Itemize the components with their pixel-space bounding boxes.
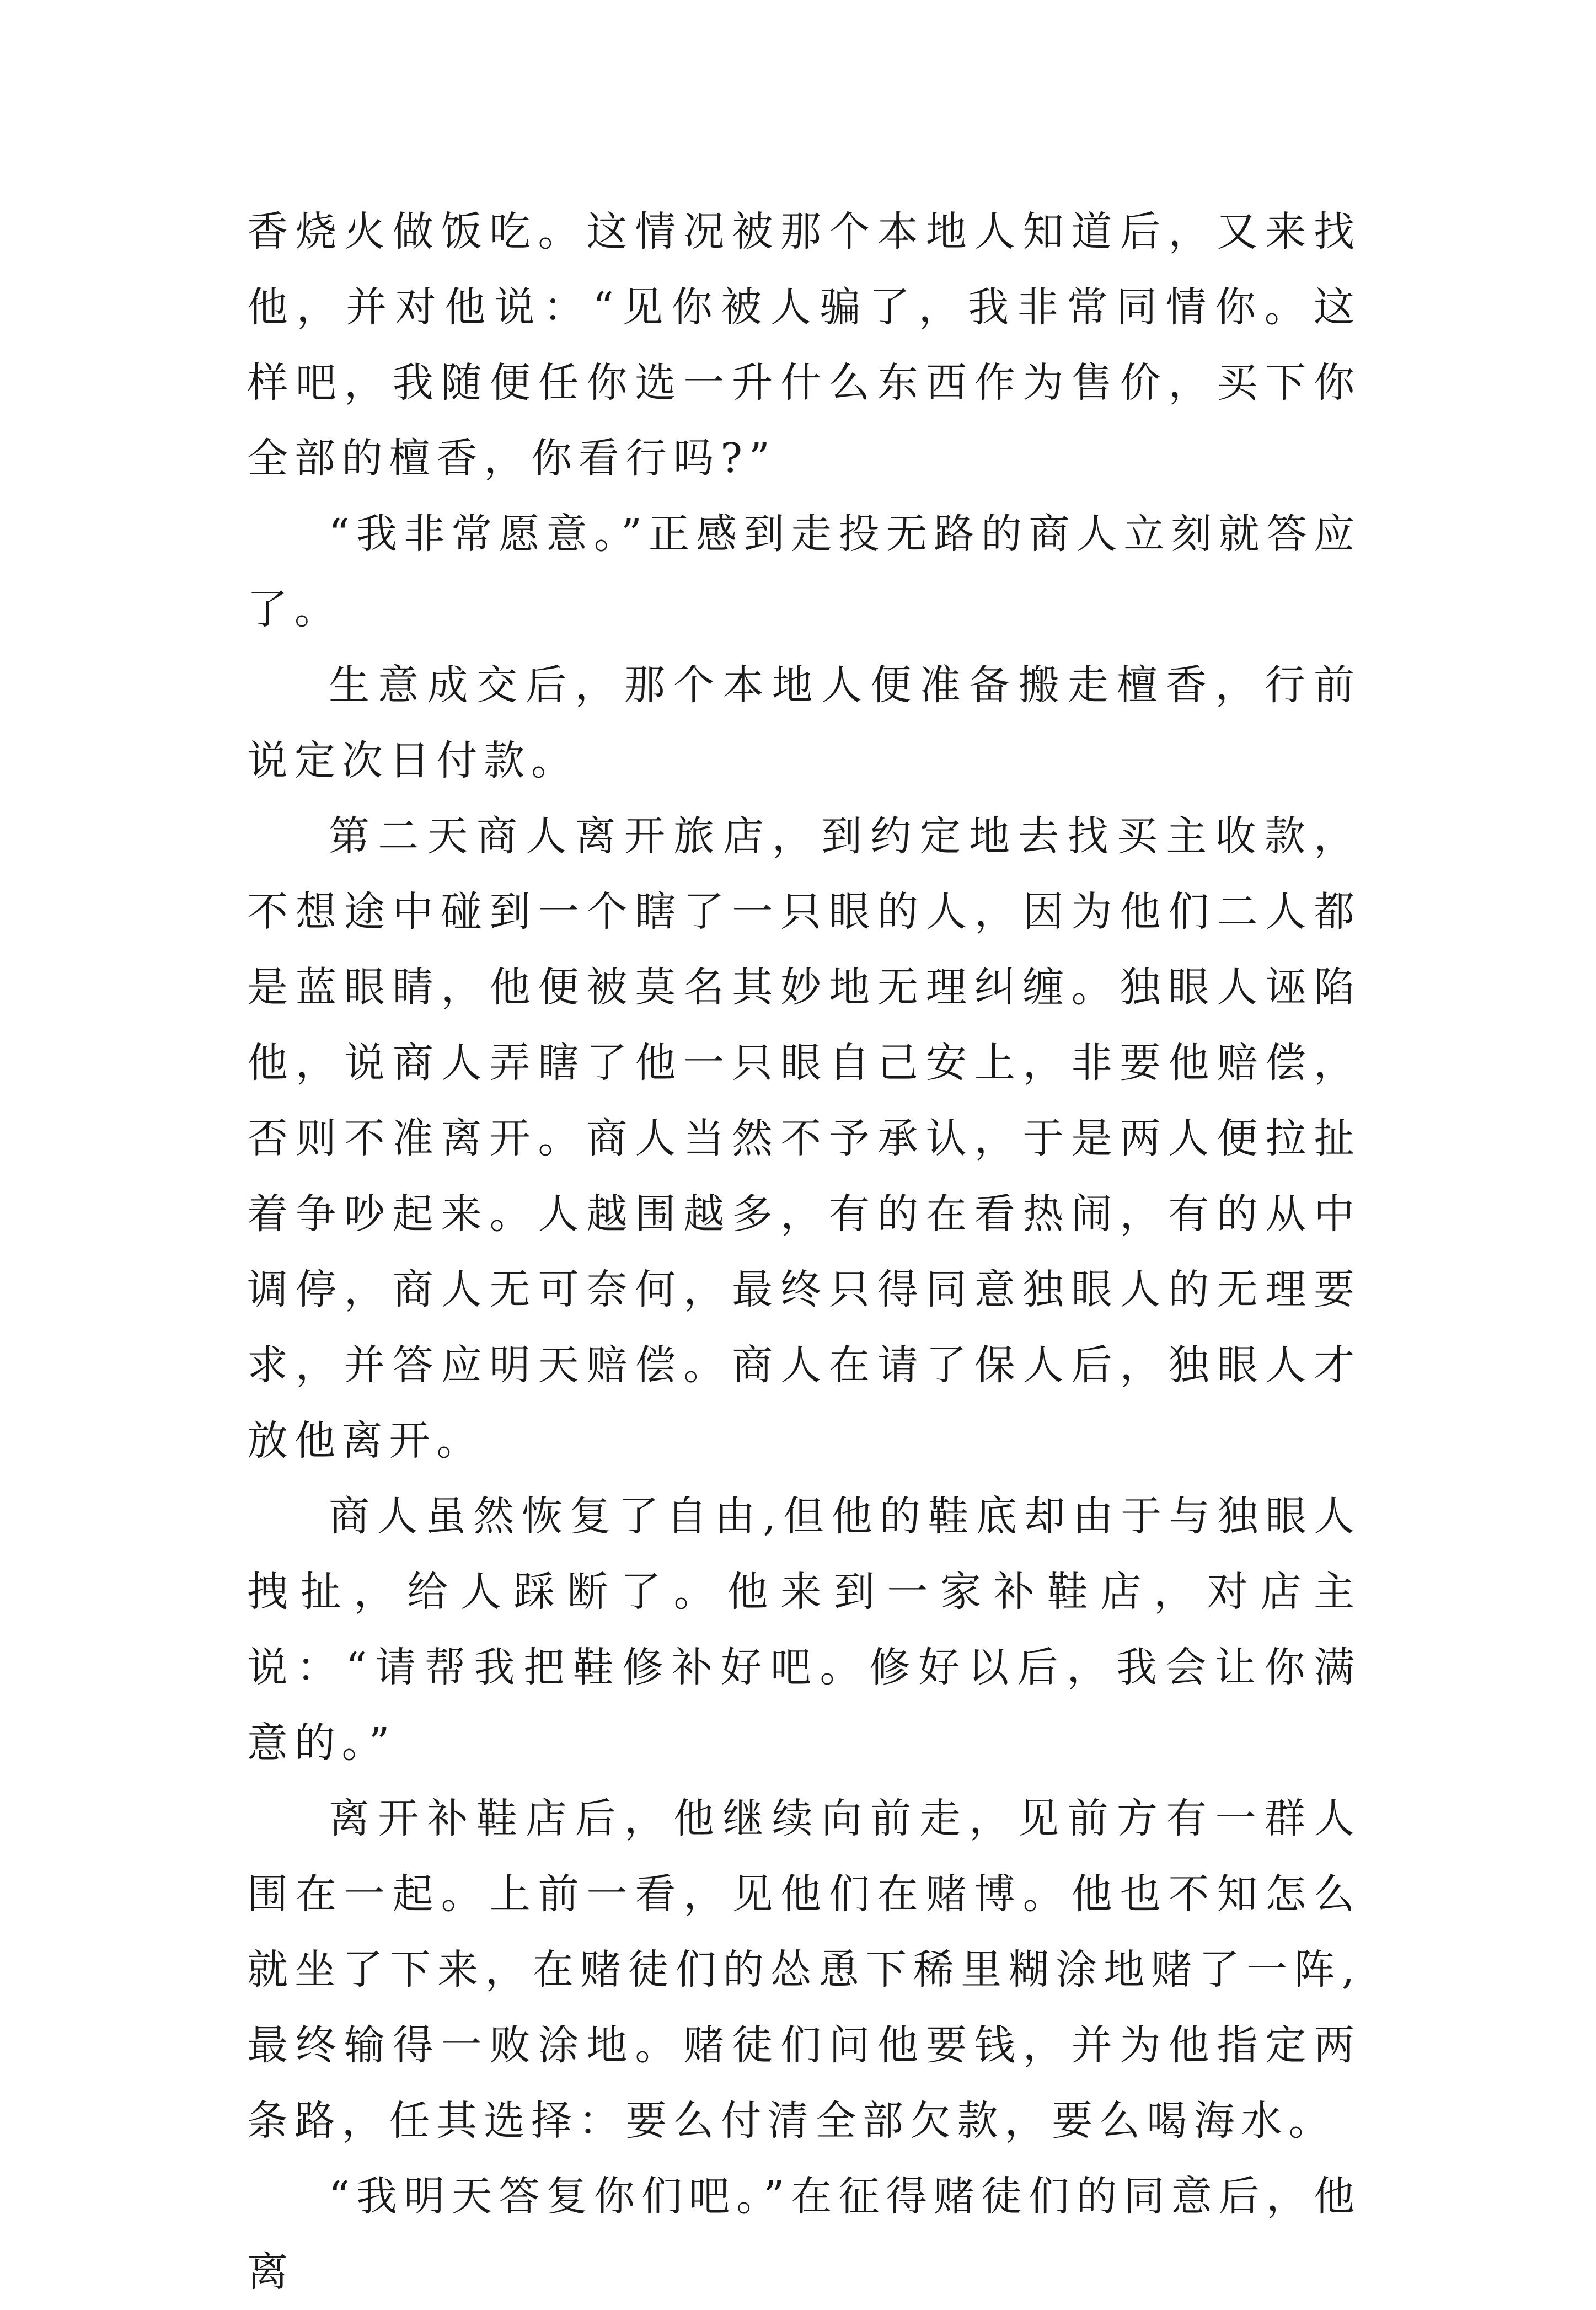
paragraph-6: 离开补鞋店后，他继续向前走，见前方有一群人围在一起。上前一看，见他们在赌博。他也不知怎么就坐了下来，在赌徒们的怂恿下稀里糊涂地赌了一阵,最终输得一败涂地。赌徒们问他要钱，并为他指定两条路，任其选择：要么付清全部欠款，要么喝海水。 [247, 1795, 1361, 2145]
paragraph-5: 商人虽然恢复了自由,但他的鞋底却由于与独眼人拽扯，给人踩断了。他来到一家补鞋店，对店主说：“请帮我把鞋修补好吧。修好以后，我会让你满意的。” [247, 1493, 1361, 1767]
paragraph-4: 第二天商人离开旅店，到约定地去找买主收款，不想途中碰到一个瞎了一只眼的人，因为他们二人都是蓝眼睛，他便被莫名其妙地无理纠缠。独眼人诬陷他，说商人弄瞎了他一只眼自己安上，非要他赔偿，否则不准离开。商人当然不予承认，于是两人便拉扯着争吵起来。人越围越多，有的在看热闹，有的从中调停，商人无可奈何，最终只得同意独眼人的无理要求，并答应明天赔偿。商人在请了保人后，独眼人才放他离开。 [247, 812, 1361, 1464]
document-body [247, 194, 1361, 2310]
paragraph-1: 香烧火做饭吃。这情况被那个本地人知道后，又来找他，并对他说：“见你被人骗了，我非常同情你。这样吧，我随便任你选一升什么东西作为售价，买下你全部的檀香，你看行吗?” [247, 208, 1361, 482]
paragraph-3: 生意成交后，那个本地人便准备搬走檀香，行前说定次日付款。 [247, 661, 1361, 784]
paragraph-7: “我明天答复你们吧。”在征得赌徒们的同意后，他离 [247, 2173, 1361, 2296]
paragraph-2: “我非常愿意。”正感到走投无路的商人立刻就答应了。 [247, 510, 1361, 633]
